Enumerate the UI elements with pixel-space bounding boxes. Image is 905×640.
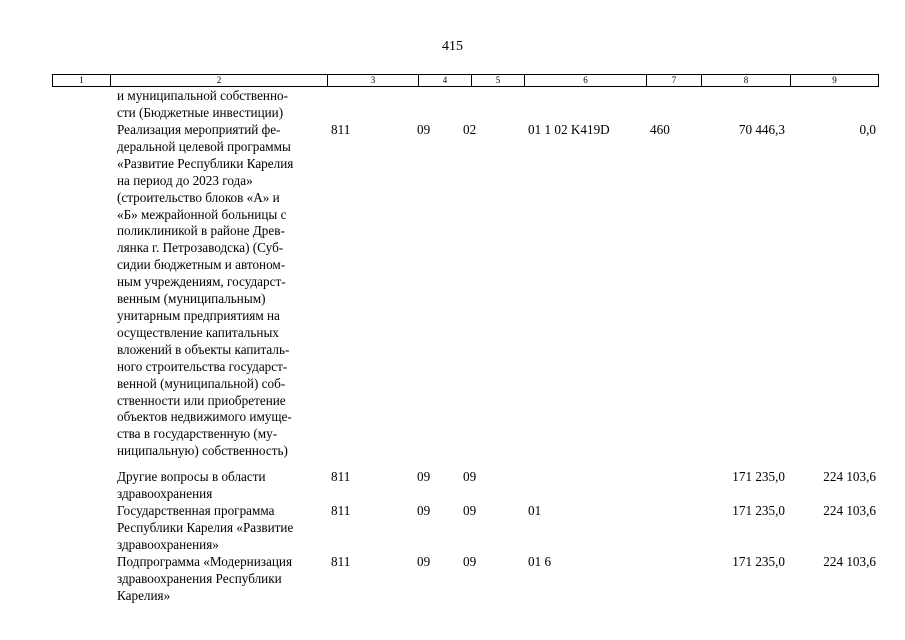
row-name: Подпрограмма «Модернизация здравоохранения Республики Карелия»	[117, 554, 293, 603]
header-col-5: 5	[472, 75, 525, 86]
row-code-3: 811	[331, 503, 351, 518]
row-name: Государственная программа Республики Карелия «Развитие здравоохранения»	[117, 503, 294, 552]
header-col-8: 8	[702, 75, 791, 86]
row-code-4: 09	[417, 554, 431, 569]
header-col-3: 3	[328, 75, 419, 86]
row-code-5: 09	[463, 469, 477, 484]
header-col-6: 6	[525, 75, 647, 86]
row-name: Другие вопросы в области здравоохранения	[117, 469, 266, 501]
row-value-8: 70 446,3	[738, 122, 785, 137]
row-code-6: 01 6	[528, 554, 552, 569]
row-value-9: 224 103,6	[823, 554, 876, 569]
row-name: и муниципальной собственно- сти (Бюджетные инвестиции)	[117, 88, 289, 120]
header-col-4: 4	[419, 75, 472, 86]
header-col-9: 9	[832, 75, 837, 85]
row-value-8: 171 235,0	[732, 554, 785, 569]
header-col-2: 2	[111, 75, 328, 86]
row-code-4: 09	[417, 503, 431, 518]
row-code-5: 02	[463, 122, 477, 137]
row-value-8: 171 235,0	[732, 503, 785, 518]
row-code-4: 09	[417, 469, 431, 484]
row-code-3: 811	[331, 122, 351, 137]
page-number: 415	[442, 39, 463, 54]
row-code-5: 09	[463, 554, 477, 569]
row-code-3: 811	[331, 469, 351, 484]
row-name: Реализация мероприятий фе- деральной целевой программы «Развитие Республики Карелия на период до 2023 года» (строительство блоков «А» и «Б» межрайонной больницы с поликлиникой в районе Древ- лянка г. Петрозаводска) (Суб- сидии бюджетным и автоном- ным учреждениям, государст- венным (муниципальным) унитарным предприятиям на осуществление капитальных вложений в объекты капиталь- ного строительства государст- венной (муниципальной) соб- ственности или приобретение объектов недвижимого имуще- ства в государственную (му- ниципальную) собственность)	[117, 122, 294, 459]
row-code-6: 01 1 02 K419D	[528, 122, 610, 137]
row-code-3: 811	[331, 554, 351, 569]
row-value-9: 224 103,6	[823, 503, 876, 518]
row-code-5: 09	[463, 503, 477, 518]
row-value-9: 0,0	[859, 122, 876, 137]
row-value-8: 171 235,0	[732, 469, 785, 484]
header-col-1: 1	[53, 75, 111, 86]
row-value-9: 224 103,6	[823, 469, 876, 484]
table-header	[52, 74, 879, 87]
row-code-7: 460	[650, 122, 670, 137]
row-code-6: 01	[528, 503, 542, 518]
header-col-7: 7	[647, 75, 702, 86]
row-code-4: 09	[417, 122, 431, 137]
